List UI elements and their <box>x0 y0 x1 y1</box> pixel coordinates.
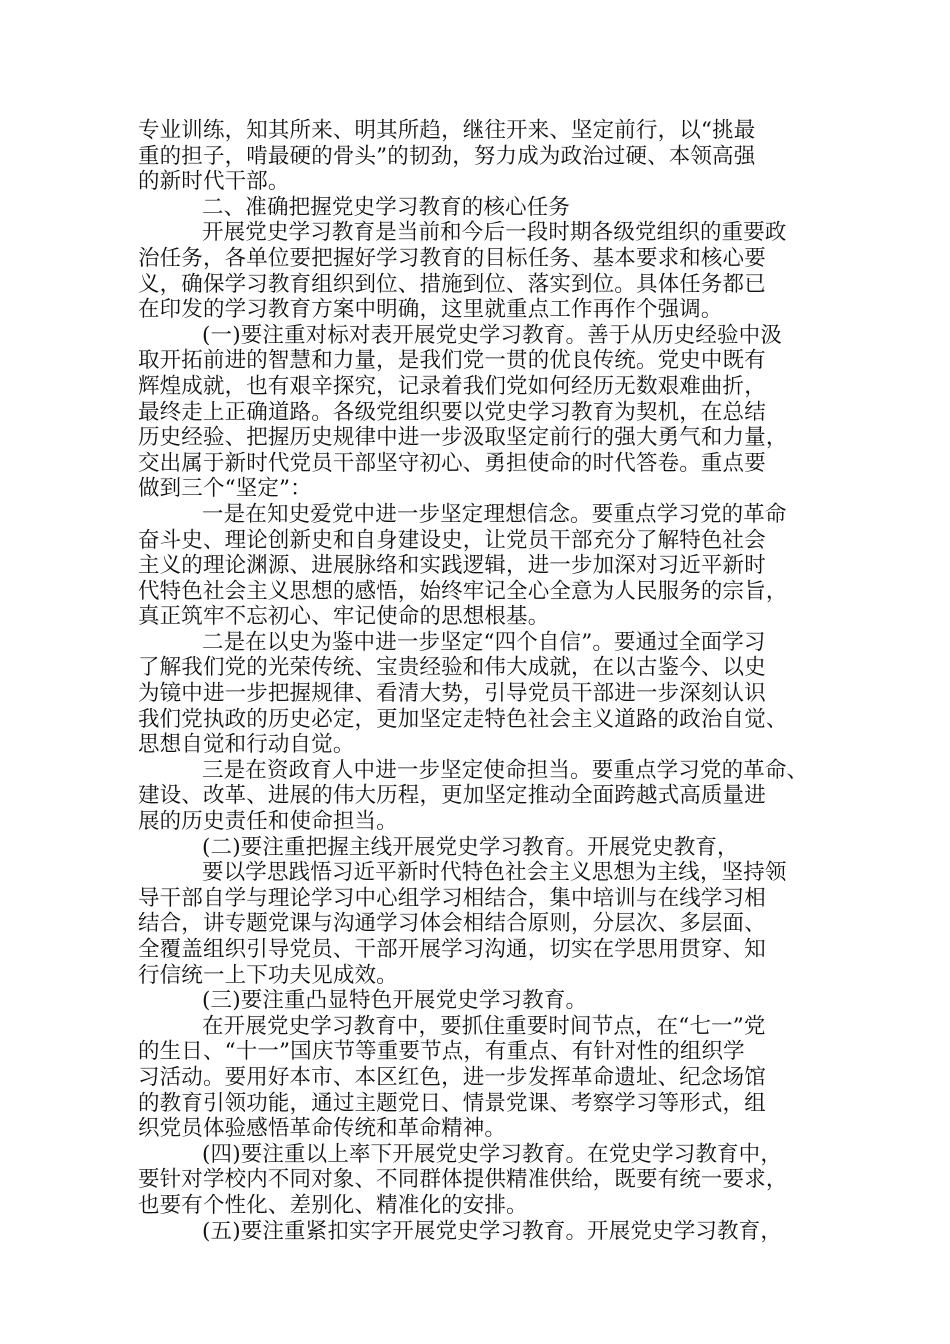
text-line: 在开展党史学习教育中，要抓住重要时间节点，在“七一”党 <box>202 1013 766 1039</box>
text-line: 的新时代干部。 <box>138 169 290 195</box>
text-line: 二是在以史为鉴中进一步坚定“四个自信”。要通过全面学习 <box>202 629 766 655</box>
text-line: 开展党史学习教育是当前和今后一段时期各级党组织的重要政 <box>202 220 787 246</box>
text-line: 二、准确把握党史学习教育的核心任务 <box>202 194 571 220</box>
text-line: 思想自觉和行动自觉。 <box>138 732 355 758</box>
text-line: 重的担子，啃最硬的骨头”的韧劲，努力成为政治过硬、本领高强 <box>138 143 756 169</box>
text-line: 的教育引领功能，通过主题党日、情景党课、考察学习等形式，组 <box>138 1090 766 1116</box>
text-line: 为镜中进一步把握规律、看清大势，引导党员干部进一步深刻认识 <box>138 681 766 707</box>
text-line: 交出属于新时代党员干部坚守初心、勇担使命的时代答卷。重点要 <box>138 450 766 476</box>
text-line: 真正筑牢不忘初心、牢记使命的思想根基。 <box>138 604 550 630</box>
document-body <box>138 118 828 1244</box>
text-line: (三)要注重凸显特色开展党史学习教育。 <box>202 988 588 1014</box>
text-line: 行信统一上下功夫见成效。 <box>138 962 398 988</box>
text-line: 三是在资政育人中进一步坚定使命担当。要重点学习党的革命、 <box>202 757 809 783</box>
text-line: 一是在知史爱党中进一步坚定理想信念。要重点学习党的革命 <box>202 501 787 527</box>
text-line: 历史经验、把握历史规律中进一步汲取坚定前行的强大勇气和力量， <box>138 425 788 451</box>
text-line: 做到三个“坚定”： <box>138 476 312 502</box>
text-line: (五)要注重紧扣实字开展党史学习教育。开展党史学习教育， <box>202 1218 782 1244</box>
text-line: 奋斗史、理论创新史和自身建设史，让党员干部充分了解特色社会 <box>138 527 766 553</box>
text-line: 要以学思践悟习近平新时代特色社会主义思想为主线，坚持领 <box>202 860 787 886</box>
text-line: 也要有个性化、差别化、精准化的安排。 <box>138 1192 528 1218</box>
text-line: 主义的理论渊源、进展脉络和实践逻辑，进一步加深对习近平新时 <box>138 553 766 579</box>
text-line: 的生日、“十一”国庆节等重要节点，有重点、有针对性的组织学 <box>138 1039 745 1065</box>
text-line: 在印发的学习教育方案中明确，这里就重点工作再作个强调。 <box>138 297 723 323</box>
text-line: 织党员体验感悟革命传统和革命精神。 <box>138 1116 507 1142</box>
text-line: 取开拓前进的智慧和力量，是我们党一贯的优良传统。党史中既有 <box>138 348 766 374</box>
text-line: 辉煌成就，也有艰辛探究，记录着我们党如何经历无数艰难曲折， <box>138 373 766 399</box>
text-line: (四)要注重以上率下开展党史学习教育。在党史学习教育中， <box>202 1141 782 1167</box>
text-line: 我们党执政的历史必定，更加坚定走特色社会主义道路的政治自觉、 <box>138 706 788 732</box>
text-line: 结合，讲专题党课与沟通学习体会相结合原则，分层次、多层面、 <box>138 911 766 937</box>
text-line: 代特色社会主义思想的感悟，始终牢记全心全意为人民服务的宗旨， <box>138 578 788 604</box>
text-line: 全覆盖组织引导党员、干部开展学习沟通，切实在学思用贯穿、知 <box>138 937 766 962</box>
text-line: 建设、改革、进展的伟大历程，更加坚定推动全面跨越式高质量进 <box>138 783 766 809</box>
text-line: 义，确保学习教育组织到位、措施到位、落实到位。具体任务都已 <box>138 271 766 297</box>
text-line: 了解我们党的光荣传统、宝贵经验和伟大成就，在以古鉴今、以史 <box>138 655 766 681</box>
text-line: 最终走上正确道路。各级党组织要以党史学习教育为契机，在总结 <box>138 399 766 425</box>
text-line: 展的历史责任和使命担当。 <box>138 809 398 835</box>
text-line: (二)要注重把握主线开展党史学习教育。开展党史教育， <box>202 834 739 860</box>
text-line: 专业训练，知其所来、明其所趋，继往开来、坚定前行，以“挑最 <box>138 118 756 143</box>
text-line: 导干部自学与理论学习中心组学习相结合，集中培训与在线学习相 <box>138 885 766 911</box>
text-line: 习活动。要用好本市、本区红色，进一步发挥革命遗址、纪念场馆 <box>138 1064 766 1090</box>
text-line: 治任务，各单位要把握好学习教育的目标任务、基本要求和核心要 <box>138 245 766 271</box>
text-line: (一)要注重对标对表开展党史学习教育。善于从历史经验中汲 <box>202 322 782 348</box>
document-page <box>138 118 828 1244</box>
text-line: 要针对学校内不同对象、不同群体提供精准供给，既要有统一要求， <box>138 1167 788 1193</box>
